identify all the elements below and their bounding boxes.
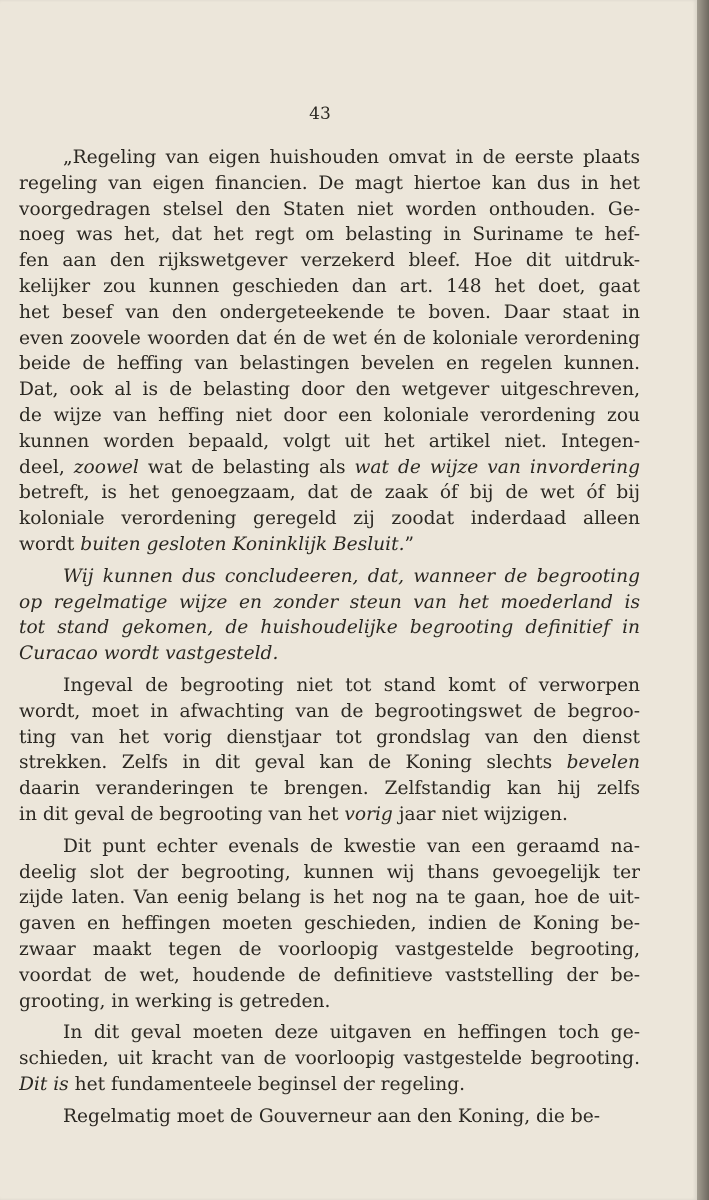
text-segment: kelijker zou kunnen geschieden dan art. 148 het doet, gaat — [19, 275, 640, 297]
text-line — [19, 963, 640, 989]
text-segment: kunnen worden bepaald, volgt uit het artikel niet. Integen- — [19, 430, 640, 452]
paragraph — [19, 1104, 640, 1130]
text-line — [19, 1072, 640, 1098]
text-line — [19, 506, 640, 532]
text-segment: strekken. Zelfs in dit geval kan de Koning slechts — [19, 752, 567, 774]
text-segment: jaar niet wijzigen. — [392, 803, 568, 825]
text-line — [19, 1020, 640, 1046]
italic-text: Curacao wordt vastgesteld. — [19, 643, 279, 665]
text-segment: in dit geval de begrooting van het — [19, 803, 345, 825]
italic-text: buiten gesloten Koninklijk Besluit. — [80, 533, 405, 555]
paragraph — [19, 564, 640, 667]
italic-text: vorig — [344, 803, 393, 825]
text-line — [19, 222, 640, 248]
text-segment: fen aan den rijkswetgever verzekerd bleef. Hoe dit uitdruk- — [19, 250, 640, 272]
italic-text: wat de wijze van invordering — [354, 456, 640, 478]
italic-text: bevelen — [566, 752, 640, 774]
text-segment: „Regeling van eigen huishouden omvat in de eerste plaats — [63, 147, 640, 168]
text-line — [19, 834, 640, 860]
text-line — [19, 455, 640, 481]
text-segment: het fundamenteele beginsel der regeling. — [68, 1073, 466, 1095]
paragraph — [19, 145, 640, 558]
text-line — [19, 590, 640, 616]
text-segment: zijde laten. Van eenig belang is het nog na te gaan, hoe de uit- — [19, 887, 640, 909]
text-segment: deelig slot der begrooting, kunnen wij thans gevoegelijk ter — [19, 861, 640, 883]
text-segment: zwaar maakt tegen de voorloopig vastgestelde begrooting, — [19, 938, 640, 960]
italic-text: tot stand gekomen, de huishoudelijke begrooting definitief in — [19, 617, 640, 639]
text-segment: wordt, moet in afwachting van de begrootingswet de begroo- — [19, 700, 640, 722]
text-segment: het besef van den ondergeteekende te boven. Daar staat in — [19, 301, 640, 323]
text-segment: betreft, is het genoegzaam, dat de zaak óf bij de wet óf bij — [19, 482, 640, 504]
text-segment: Regelmatig moet de Gouverneur aan den Koning, die be- — [63, 1105, 601, 1127]
text-line — [19, 750, 640, 776]
text-line — [19, 171, 640, 197]
text-line — [19, 145, 640, 171]
text-segment: de wijze van heffing niet door een koloniale verordening zou — [19, 404, 640, 426]
text-line — [19, 248, 640, 274]
italic-text: Wij kunnen dus concludeeren, dat, wanneer de begrooting — [63, 565, 640, 587]
text-line — [19, 776, 640, 802]
text-line — [19, 937, 640, 963]
text-line — [19, 673, 640, 699]
text-segment: Dit punt echter evenals de kwestie van een geraamd na- — [63, 835, 640, 857]
text-segment: gaven en heffingen moeten geschieden, indien de Koning be- — [19, 913, 640, 935]
text-line — [19, 989, 640, 1015]
text-line — [19, 860, 640, 886]
text-segment: even zoovele woorden dat én de wet én de koloniale verordening — [19, 327, 640, 349]
text-segment: schieden, uit kracht van de voorloopig vastgestelde begrooting. — [19, 1048, 640, 1070]
italic-text: zoowel — [73, 456, 139, 478]
text-line — [19, 403, 640, 429]
text-segment: ting van het vorig dienstjaar tot grondslag van den dienst — [19, 726, 640, 748]
italic-text: op regelmatige wijze en zonder steun van het moederland is — [19, 591, 640, 613]
text-segment: In dit geval moeten deze uitgaven en heffingen toch ge- — [63, 1022, 640, 1044]
page-edge-shadow — [697, 0, 709, 1200]
text-line — [19, 1046, 640, 1072]
text-line — [19, 300, 640, 326]
text-segment: koloniale verordening geregeld zij zoodat inderdaad alleen — [19, 508, 640, 530]
text-segment: deel, — [19, 456, 74, 478]
paragraph — [19, 673, 640, 828]
text-line — [19, 885, 640, 911]
text-line — [19, 641, 640, 667]
text-segment: voordat de wet, houdende de definitieve vaststelling der be- — [19, 964, 640, 986]
text-segment: ” — [404, 533, 414, 555]
text-line — [19, 532, 640, 558]
text-line — [19, 197, 640, 223]
text-segment: Ingeval de begrooting niet tot stand komt of verworpen — [63, 674, 640, 696]
italic-text: Dit is — [19, 1073, 69, 1095]
text-line — [19, 725, 640, 751]
text-line — [19, 615, 640, 641]
page-number: 43 — [309, 104, 331, 124]
text-line — [19, 911, 640, 937]
text-line — [19, 429, 640, 455]
text-segment: voorgedragen stelsel den Staten niet worden onthouden. Ge- — [19, 198, 640, 220]
text-line — [19, 802, 640, 828]
text-line — [19, 1104, 640, 1130]
paragraph — [19, 1020, 640, 1097]
text-segment: wordt — [19, 533, 81, 555]
text-segment: grooting, in werking is getreden. — [19, 990, 331, 1012]
text-line — [19, 480, 640, 506]
text-segment: regeling van eigen financien. De magt hiertoe kan dus in het — [19, 172, 640, 194]
text-segment: beide de heffing van belastingen bevelen en regelen kunnen. — [19, 353, 640, 375]
body-text — [19, 145, 640, 1129]
text-line — [19, 377, 640, 403]
text-line — [19, 274, 640, 300]
text-segment: noeg was het, dat het regt om belasting in Suriname te hef- — [19, 224, 640, 246]
paragraph — [19, 834, 640, 1015]
text-line — [19, 699, 640, 725]
text-line — [19, 351, 640, 377]
text-line — [19, 564, 640, 590]
text-segment: Dat, ook al is de belasting door den wetgever uitgeschreven, — [19, 379, 640, 401]
text-segment: wat de belasting als — [138, 456, 355, 478]
text-line — [19, 326, 640, 352]
text-segment: daarin veranderingen te brengen. Zelfstandig kan hij zelfs — [19, 778, 640, 800]
